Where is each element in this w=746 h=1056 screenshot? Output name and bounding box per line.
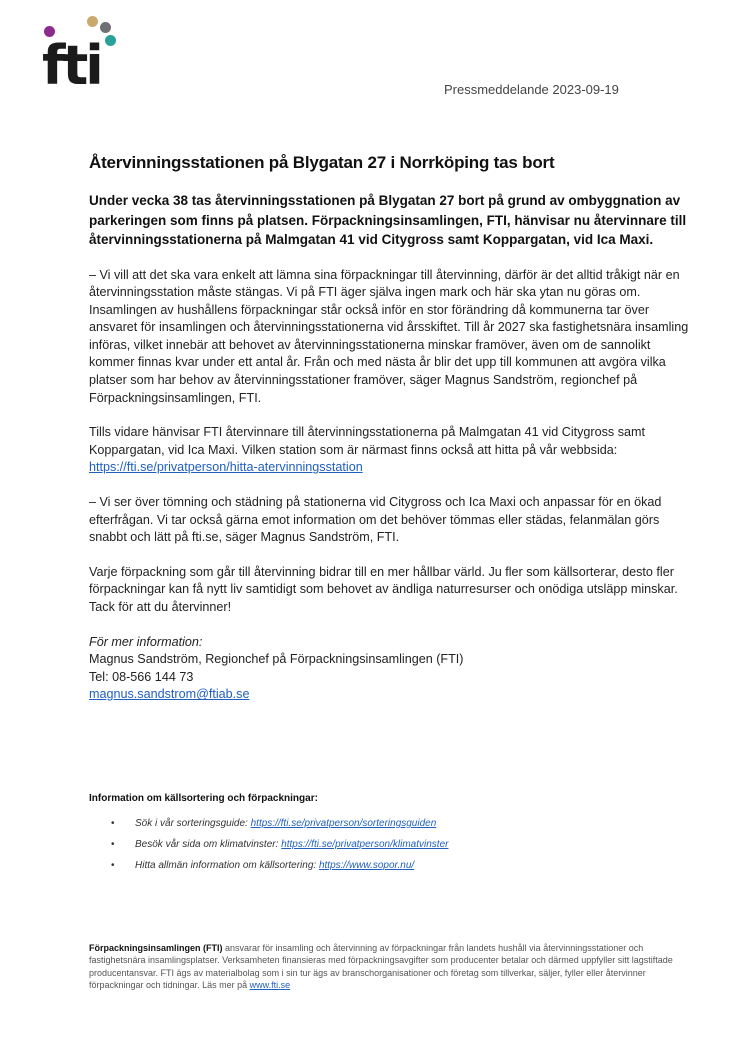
article [89,152,689,704]
contact-phone: Tel: 08-566 144 73 [89,669,194,684]
list-item [89,813,689,834]
bullet-icon: • [111,839,115,850]
contact-block [89,634,689,704]
sopor-link[interactable]: https://www.sopor.nu/ [318,860,415,871]
fti-logo [42,16,122,96]
page-title: Återvinningsstationen på Blygatan 27 i Norrköping tas bort [89,153,555,172]
paragraph-referral-text: Tills vidare hänvisar FTI återvinnare till återvinningsstationerna på Malmgatan 41 vid Citygross samt Koppargatan, vid Ica Maxi. Vilken station som är närmast finns också att hitta på vår webbsida: [89,425,645,457]
info-heading: Information om källsortering och förpackningar: [89,793,318,804]
list-item [89,855,689,876]
sorting-guide-link[interactable]: https://fti.se/privatperson/sorteringsguiden [250,818,437,829]
paragraph-quote-1: – Vi vill att det ska vara enkelt att lämna sina förpackningar till återvinning, därför är det alltid tråkigt när en återvinningsstation måste stängas. Vi på FTI äger själva ingen mark och här ska ytan nu göras om. Insamlingen av hushållens förpackningar står också inför en stor förändring då kommunerna tar över ansvaret för insamlingen och återvinningsstationerna vid årsskiftet. Till år 2027 ska fastighetsnära insamling införas, vilket innebär att behovet av återvinningsstationerna minskar framöver, även om de sannolikt kommer finnas kvar under ett antal år. Från och med nästa år blir det upp till kommunen att avgöra vilka platser som har behov av återvinningsstationer framöver, säger Magnus Sandström, regionchef på Förpackningsinsamlingen, FTI. [89,267,689,405]
article-body [89,267,689,617]
paragraph-referral [89,424,689,477]
list-item [89,834,689,855]
info-item-text: Besök vår sida om klimatvinster: [135,839,282,850]
info-item-text: Sök i vår sorteringsguide: [135,818,251,829]
contact-heading: För mer information: [89,634,203,649]
info-list [89,813,689,876]
contact-email-link[interactable]: magnus.sandstrom@ftiab.se [89,687,250,702]
find-station-link[interactable]: https://fti.se/privatperson/hitta-atervinningsstation [89,460,363,475]
fti-website-link[interactable]: www.fti.se [249,980,291,991]
paragraph-closing: Varje förpackning som går till återvinning bidrar till en mer hållbar värld. Ju fler som källsorterar, desto fler förpackningar kan få nytt liv samtidigt som behovet av ändliga naturresurser och onödiga utsläpp minskar. Tack för att du återvinner! [89,564,678,614]
climate-gains-link[interactable]: https://fti.se/privatperson/klimatvinster [281,839,449,850]
contact-name: Magnus Sandström, Regionchef på Förpackningsinsamlingen (FTI) [89,652,464,667]
info-section [89,793,689,876]
logo-wordmark: fti [42,34,101,97]
lead-paragraph: Under vecka 38 tas återvinningsstationen på Blygatan 27 bort på grund av ombyggnation av parkeringen som finns på platsen. Förpackningsinsamlingen, FTI, hänvisar nu återvinnare till återvinningsstationerna på Malmgatan 41 vid Citygross samt Koppargatan, vid Ica Maxi. [89,193,687,247]
bullet-icon: • [111,860,115,871]
footer-text: ansvarar för insamling och återvinning av förpackningar från landets hushåll via återvinningsstationer och fastighetsnära insamlingsplatser. Verksamheten finansieras med förpackningsavgifter som producenter betalar och därmed uppfyller sitt lagstiftade producentansvar. FTI ägs av materialbolag som i sin tur ägs av branschorganisationer och företag som tillverkar, säljer, fyller eller återvinner förpackningar och tidningar. Läs mer på [89,943,673,991]
footer-org: Förpackningsinsamlingen (FTI) [89,943,223,953]
bullet-icon: • [111,818,115,829]
info-item-text: Hitta allmän information om källsortering: [135,860,319,871]
logo-dot-gold [87,16,98,27]
paragraph-quote-2: – Vi ser över tömning och städning på stationerna vid Citygross och Ica Maxi och anpassar för en ökad efterfrågan. Vi tar också gärna emot information om det behöver tömmas eller städas, felanmälan görs snabbt och lätt på fti.se, säger Magnus Sandström, FTI. [89,495,662,545]
press-release-date: Pressmeddelande 2023-09-19 [444,82,619,97]
logo-dot-gray [100,22,111,33]
footer-boilerplate [89,942,689,992]
logo-dot-teal [105,35,116,46]
